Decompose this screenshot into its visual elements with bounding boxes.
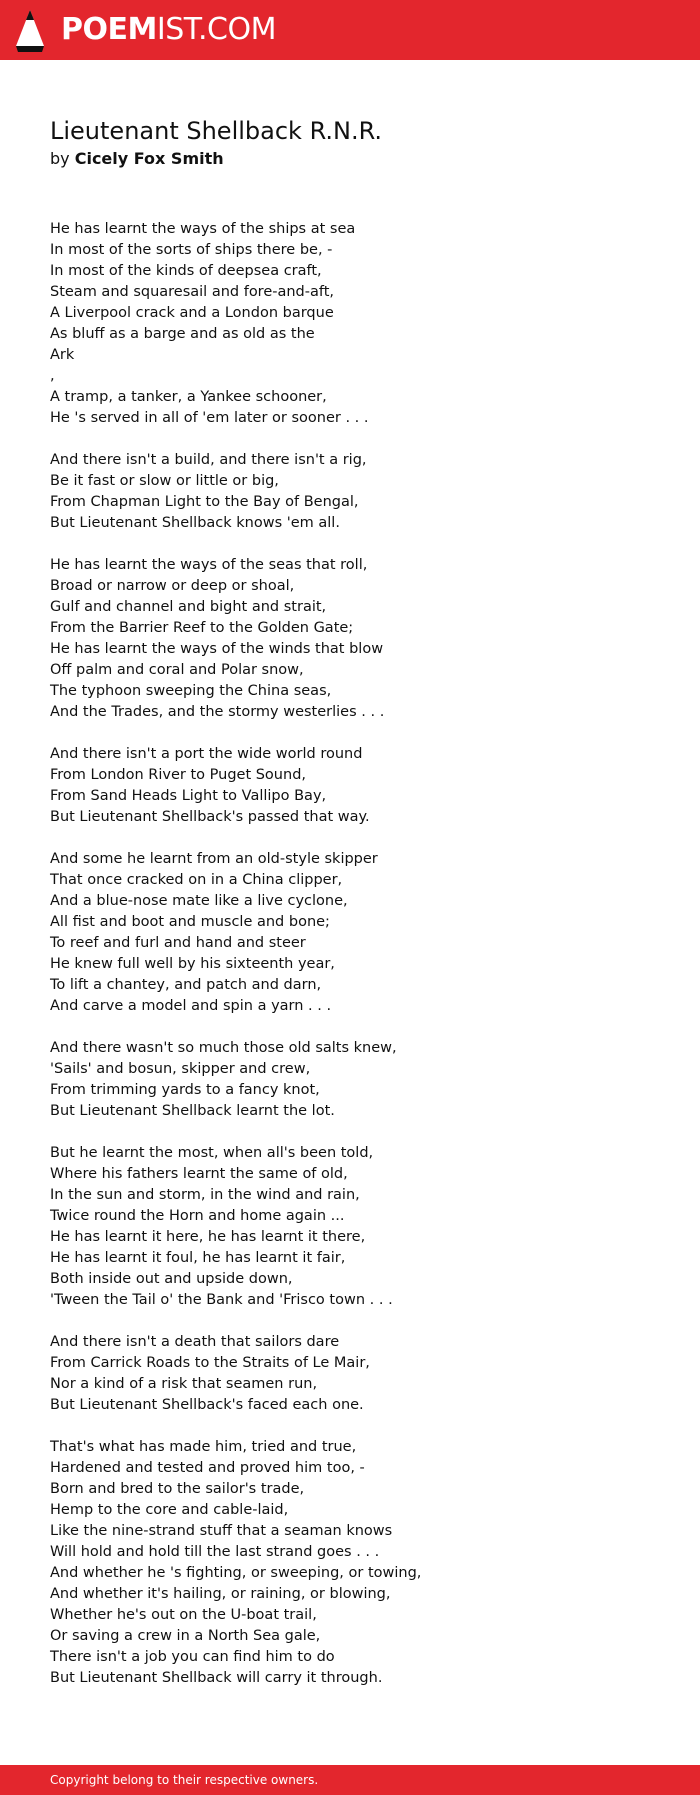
poem-line: As bluff as a barge and as old as the [50,326,315,342]
stanza [50,555,610,723]
poem-line: But Lieutenant Shellback knows 'em all. [50,515,340,531]
poem-line: A Liverpool crack and a London barque [50,305,334,321]
author-name: Cicely Fox Smith [74,149,224,168]
poem-line: The typhoon sweeping the China seas, [50,683,332,699]
poem-line: But he learnt the most, when all's been told, [50,1145,374,1161]
poem-title: Lieutenant Shellback R.N.R. [50,117,383,145]
stanza [50,744,610,828]
poem-line: From Carrick Roads to the Straits of Le Mair, [50,1355,370,1371]
logo-light: IST.COM [156,12,276,47]
poem-line: Whether he's out on the U-boat trail, [50,1607,317,1623]
poem-line: From the Barrier Reef to the Golden Gate; [50,620,354,636]
poem-line: Born and bred to the sailor's trade, [50,1481,305,1497]
poem-line: And a blue-nose mate like a live cyclone, [50,893,348,909]
poem-line: And some he learnt from an old-style skipper [50,851,378,867]
poem-line: That's what has made him, tried and true, [50,1439,357,1455]
poem-line: To lift a chantey, and patch and darn, [50,977,322,993]
poem-line: And the Trades, and the stormy westerlies . . . [50,704,385,720]
poem-line: He has learnt it here, he has learnt it there, [50,1229,366,1245]
poem-line: Will hold and hold till the last strand goes . . . [50,1544,380,1560]
poem-line: He has learnt the ways of the ships at sea [50,221,356,237]
poem-line: But Lieutenant Shellback will carry it through. [50,1670,383,1686]
poem-line: Broad or narrow or deep or shoal, [50,578,295,594]
site-footer [0,1765,700,1795]
poem-line: Like the nine-strand stuff that a seaman knows [50,1523,393,1539]
poem-line: Gulf and channel and bight and strait, [50,599,327,615]
copyright-text: Copyright belong to their respective owners. [50,1773,319,1787]
byline [50,147,224,171]
stanza [50,1437,610,1689]
poem-line: And there wasn't so much those old salts knew, [50,1040,397,1056]
poem-line: Hardened and tested and proved him too, - [50,1460,365,1476]
site-logo[interactable] [61,10,276,50]
poem-line: That once cracked on in a China clipper, [50,872,343,888]
stanza [50,1332,610,1416]
poem-line: But Lieutenant Shellback's faced each one. [50,1397,364,1413]
stanza [50,450,610,534]
poem-line: In most of the kinds of deepsea craft, [50,263,322,279]
poem-line: Be it fast or slow or little or big, [50,473,279,489]
poem-body [50,219,610,1710]
poem-line: Steam and squaresail and fore-and-aft, [50,284,335,300]
poem-line: Nor a kind of a risk that seamen run, [50,1376,318,1392]
stanza [50,219,610,429]
poem-line: But Lieutenant Shellback's passed that way. [50,809,370,825]
poem-line: And there isn't a build, and there isn't a rig, [50,452,367,468]
poem-line: He has learnt it foul, he has learnt it fair, [50,1250,346,1266]
poem-line: There isn't a job you can find him to do [50,1649,335,1665]
poem-line: From London River to Puget Sound, [50,767,307,783]
poem-line: Both inside out and upside down, [50,1271,293,1287]
poem-line: And there isn't a port the wide world round [50,746,363,762]
poem-line: And whether it's hailing, or raining, or blowing, [50,1586,391,1602]
poem-line: A tramp, a tanker, a Yankee schooner, [50,389,327,405]
site-header [0,0,700,60]
poem-line: To reef and furl and hand and steer [50,935,306,951]
poem-line: 'Tween the Tail o' the Bank and 'Frisco town . . . [50,1292,393,1308]
poem-line: , [50,368,55,384]
poem-line: And there isn't a death that sailors dare [50,1334,340,1350]
poem-line: In the sun and storm, in the wind and rain, [50,1187,360,1203]
poem-line: He 's served in all of 'em later or sooner . . . [50,410,369,426]
poem-line: Twice round the Horn and home again ... [50,1208,345,1224]
poem-line: From Chapman Light to the Bay of Bengal, [50,494,359,510]
poem-line: And carve a model and spin a yarn . . . [50,998,332,1014]
poem-line: He has learnt the ways of the seas that roll, [50,557,368,573]
poem-line: Ark [50,347,75,363]
logo-bold: POEM [61,12,157,47]
poem-line: 'Sails' and bosun, skipper and crew, [50,1061,311,1077]
poem-line: Hemp to the core and cable-laid, [50,1502,289,1518]
poem-line: Where his fathers learnt the same of old, [50,1166,348,1182]
poem-line: All fist and boot and muscle and bone; [50,914,330,930]
by-label: by [50,149,70,168]
stanza [50,849,610,1017]
poem-line: And whether he 's fighting, or sweeping, or towing, [50,1565,422,1581]
stanza [50,1143,610,1311]
poem-line: From trimming yards to a fancy knot, [50,1082,320,1098]
pencil-icon [16,10,44,52]
poem-line: But Lieutenant Shellback learnt the lot. [50,1103,335,1119]
poem-line: Off palm and coral and Polar snow, [50,662,304,678]
poem-line: From Sand Heads Light to Vallipo Bay, [50,788,327,804]
poem-line: He has learnt the ways of the winds that blow [50,641,384,657]
poem-line: In most of the sorts of ships there be, - [50,242,333,258]
poem-line: He knew full well by his sixteenth year, [50,956,335,972]
poem-line: Or saving a crew in a North Sea gale, [50,1628,321,1644]
stanza [50,1038,610,1122]
